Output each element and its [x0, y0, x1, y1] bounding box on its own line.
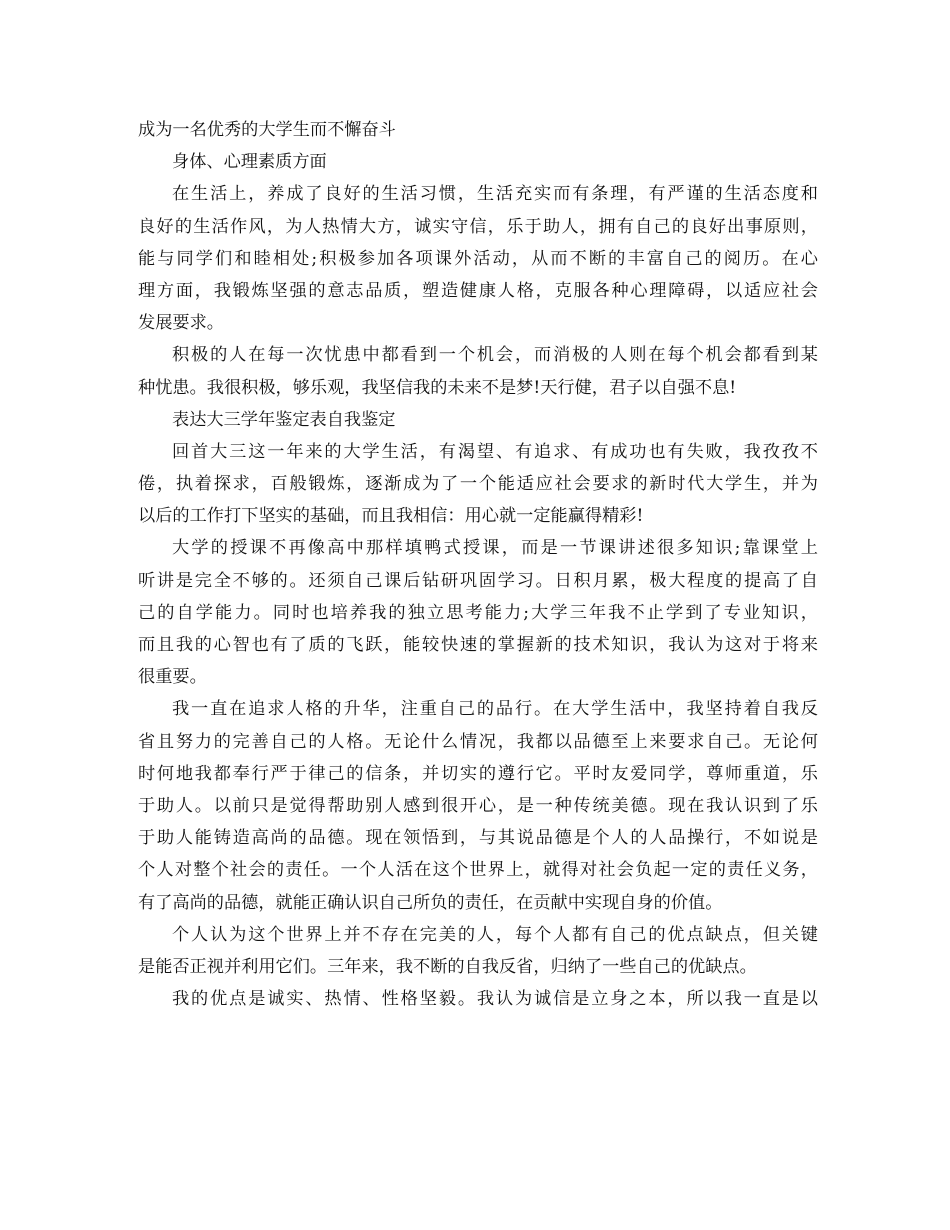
text-line: 种忧患。我很积极，够乐观，我坚信我的未来不是梦!天行健，君子以自强不息!	[138, 377, 737, 398]
text-line: 能与同学们和睦相处;积极参加各项课外活动，从而不断的丰富自己的阅历。在心	[138, 248, 818, 269]
text-line: 个人认为这个世界上并不存在完美的人，每个人都有自己的优点缺点，但关键	[172, 924, 818, 945]
text-line: 成为一名优秀的大学生而不懈奋斗	[138, 120, 396, 140]
text-line: 身体、心理素质方面	[172, 152, 327, 173]
text-line: 省且努力的完善自己的人格。无论什么情况，我都以品德至上来要求自己。无论何	[138, 731, 818, 752]
text-line: 于助人。以前只是觉得帮助别人感到很开心，是一种传统美德。现在我认识到了乐	[138, 795, 818, 816]
text-line: 倦，执着探求，百般锻炼，逐渐成为了一个能适应社会要求的新时代大学生，并为	[138, 474, 818, 495]
text-line: 回首大三这一年来的大学生活，有渴望、有追求、有成功也有失败，我孜孜不	[172, 441, 818, 462]
text-line: 发展要求。	[138, 313, 224, 334]
text-line: 个人对整个社会的责任。一个人活在这个世界上，就得对社会负起一定的责任义务，	[138, 860, 818, 881]
text-line: 良好的生活作风，为人热情大方，诚实守信，乐于助人，拥有自己的良好出事原则，	[138, 216, 818, 237]
text-line: 我一直在追求人格的升华，注重自己的品行。在大学生活中，我坚持着自我反	[172, 699, 818, 720]
text-line: 在生活上，养成了良好的生活习惯，生活充实而有条理，有严谨的生活态度和	[172, 184, 818, 205]
text-line: 听讲是完全不够的。还须自己课后钻研巩固学习。日积月累，极大程度的提高了自	[138, 570, 818, 591]
text-line: 理方面，我锻炼坚强的意志品质，塑造健康人格，克服各种心理障碍，以适应社会	[138, 280, 818, 301]
text-line: 积极的人在每一次忧患中都看到一个机会，而消极的人则在每个机会都看到某	[172, 345, 818, 366]
text-line: 时何地我都奉行严于律己的信条，并切实的遵行它。平时友爱同学，尊师重道，乐	[138, 763, 818, 784]
text-line: 有了高尚的品德，就能正确认识自己所负的责任，在贡献中实现自身的价值。	[138, 892, 723, 913]
text-line: 己的自学能力。同时也培养我的独立思考能力;大学三年我不止学到了专业知识，	[138, 602, 818, 623]
text-line: 于助人能铸造高尚的品德。现在领悟到，与其说品德是个人的人品操行，不如说是	[138, 828, 818, 849]
text-line: 表达大三学年鉴定表自我鉴定	[172, 409, 396, 430]
text-line: 而且我的心智也有了质的飞跃，能较快速的掌握新的技术知识，我认为这对于将来	[138, 635, 818, 655]
text-line: 以后的工作打下坚实的基础，而且我相信：用心就一定能赢得精彩!	[138, 506, 644, 527]
document-body	[138, 114, 818, 1015]
text-line: 大学的授课不再像高中那样填鸭式授课，而是一节课讲述很多知识;靠课堂上	[172, 538, 818, 559]
text-line: 是能否正视并利用它们。三年来，我不断的自我反省，归纳了一些自己的优缺点。	[138, 956, 757, 977]
text-line: 我的优点是诚实、热情、性格坚毅。我认为诚信是立身之本，所以我一直是以	[172, 989, 818, 1010]
text-line: 很重要。	[138, 667, 207, 688]
